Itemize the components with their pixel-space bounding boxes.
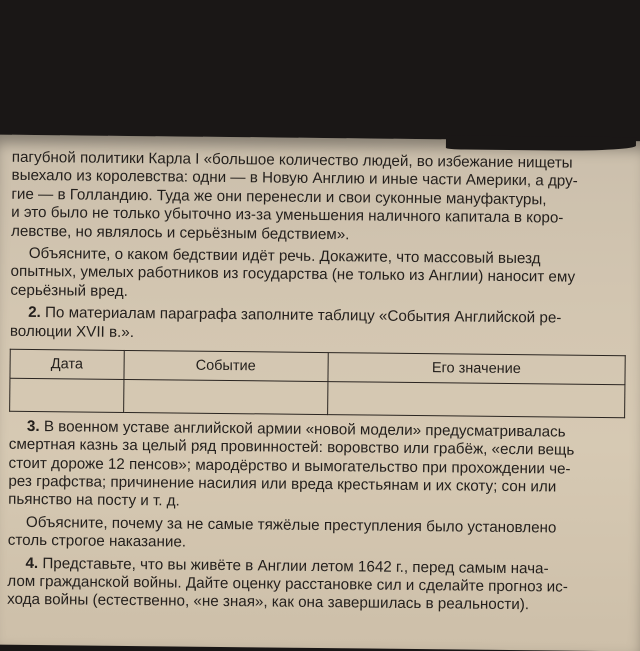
table-cell <box>327 381 625 417</box>
task-2 <box>10 304 630 347</box>
text-line: стоит дороже 12 пенсов»; мародёрство и вымогательство при прохождении че- <box>8 454 571 478</box>
table-cell <box>10 378 124 412</box>
table-row <box>10 378 625 417</box>
text-line: В военном уставе английской армии «новой модели» предусматривалась <box>43 418 566 441</box>
intro-paragraph <box>11 149 632 247</box>
task-number: 4. <box>25 554 39 572</box>
table-cell <box>123 379 327 414</box>
text-line: опытных, умелых работников из государства (не только из Англии) наносит ему <box>10 263 576 287</box>
task-number: 3. <box>26 417 40 435</box>
text-line: гие — в Голландию. Туда же они перенесли и свои суконные мануфактуры, <box>11 185 547 209</box>
task-number: 2. <box>28 304 41 322</box>
text-line: По материалам параграфа заполните таблицу «События Английской ре- <box>44 304 562 327</box>
text-line: выехало из королевства: одни — в Новую Англию и иные части Америки, а дру- <box>11 167 578 191</box>
text-line: рез графства; причинение насилия или вреда крестьянам и их скоту; сон или <box>8 472 557 496</box>
textbook-page <box>0 135 640 651</box>
events-table <box>9 349 626 418</box>
text-line: Объясните, о каком бедствии идёт речь. Докажите, что массовый выезд <box>28 244 541 268</box>
task-3 <box>8 418 629 516</box>
text-line: Представьте, что вы живёте в Англии летом 1642 г., перед самым нача- <box>42 554 549 578</box>
explain-paragraph-3 <box>8 514 628 557</box>
text-line: лом гражданской войны. Дайте оценку расстановке сил и сделайте прогноз ис- <box>7 572 568 596</box>
page-text <box>7 149 632 616</box>
text-line: пагубной политики Карла I «большое количество людей, во избежание нищеты <box>11 148 573 172</box>
text-line: столь строгое наказание. <box>7 531 187 551</box>
text-line: левстве, но являлось и серьёзным бедствием». <box>10 222 350 243</box>
text-line: пьянство на посту и т. д. <box>8 491 180 510</box>
page-shadow-edge <box>446 135 636 151</box>
text-line: и это было не только убыточно из-за уменьшения наличного капитала в коро- <box>11 203 564 227</box>
text-line: хода войны (естественно, «не зная», как она завершилась в реальности). <box>7 591 530 614</box>
text-line: Объясните, почему за не самые тяжёлые преступления было установлено <box>25 513 557 537</box>
text-line: смертная казнь за целый ряд провинностей: воровство или грабёж, «если вещь <box>8 436 575 459</box>
task-4 <box>7 554 628 616</box>
column-header-date: Дата <box>10 349 124 379</box>
text-line: волюции XVII в.». <box>9 322 135 341</box>
column-header-event: Событие <box>124 350 328 381</box>
explain-paragraph-1 <box>10 245 631 307</box>
column-header-meaning: Его значение <box>328 352 626 384</box>
text-line: серьёзный вред. <box>10 281 129 300</box>
